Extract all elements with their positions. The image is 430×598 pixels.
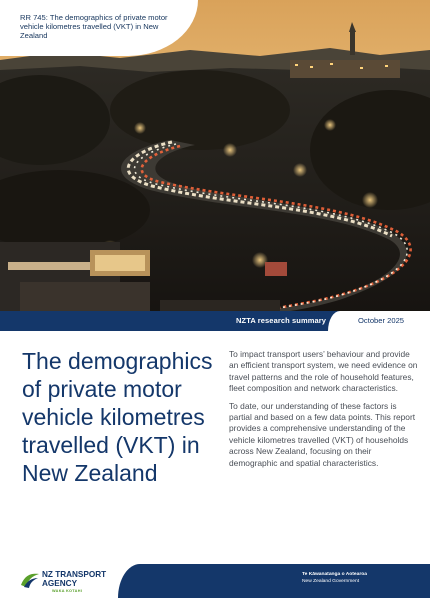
government-name-maori: Te Kāwanatanga o Aotearoa	[302, 572, 367, 577]
research-summary-banner	[0, 311, 430, 331]
document-title: The demographics of private motor vehicle kilometres travelled (VKT) in New Zealand	[22, 348, 213, 486]
logo-swoosh-icon	[20, 571, 40, 589]
publication-date: October 2025	[358, 316, 405, 325]
banner-label: NZTA research summary	[236, 316, 327, 325]
report-reference-title: RR 745: The demographics of private motor vehicle kilometres travelled (VKT) in New Zealand	[20, 13, 168, 40]
summary-paragraph-2: To date, our understanding of these factors is partial and based on a few data points. This report provides a comprehensive understanding of the vehicle kilometres travelled (VKT) of households across New Zealand, focusing on their demographic and spatial characteristics.	[229, 400, 416, 468]
summary-paragraph-1: To impact transport users’ behaviour and provide an efficient transport system, we need evidence on travel patterns and the role of household features, fleet composition and network characteristics.	[229, 349, 418, 394]
summary-text	[229, 349, 419, 475]
logo-text-line1: NZ TRANSPORT	[42, 570, 107, 579]
logo-text-line3: WAKA KOTAHI	[52, 589, 83, 593]
footer-navy-bar	[118, 564, 430, 598]
footer	[0, 558, 430, 598]
government-name-english: New Zealand Government	[302, 579, 360, 584]
nz-transport-agency-logo	[20, 568, 120, 594]
logo-text-line2: AGENCY	[42, 579, 78, 588]
